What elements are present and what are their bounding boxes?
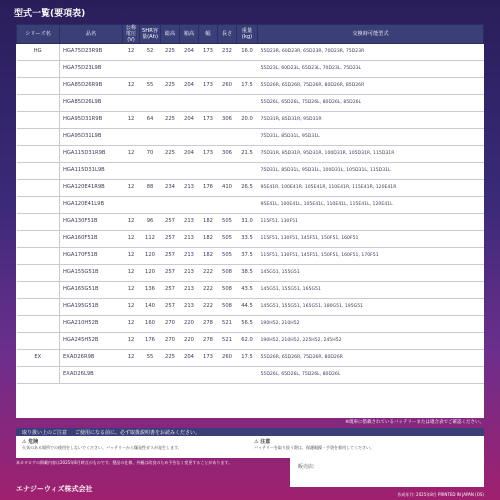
- cell-l: 260: [218, 350, 237, 367]
- cell-v: 12: [123, 214, 140, 231]
- cell-kg: 20.0: [237, 112, 258, 129]
- cell-kg: 37.5: [237, 248, 258, 265]
- cell-v: 12: [123, 44, 140, 61]
- table-row: [17, 146, 484, 163]
- cell-fit: 115F51, 130F51, 145F51, 150F51, 160F51, 170F51: [258, 248, 484, 265]
- cell-fit: 55D26R, 65D26R, 75D26R, 80D26R, 85D26R: [258, 78, 484, 95]
- cell-l: 232: [218, 44, 237, 61]
- cell-kg: 17.5: [237, 78, 258, 95]
- table-row: [17, 265, 484, 282]
- cell-name: HGA170F51B: [60, 248, 123, 265]
- cell-h1: [161, 367, 180, 384]
- cell-name: HGA75D23R9B: [60, 44, 123, 61]
- cell-ah: 55: [140, 78, 161, 95]
- cell-fit: 95E41R, 100E41R, 105E41R, 110E41R, 115E41R, 120E41R: [258, 180, 484, 197]
- cell-fit: 75D31L, 85D31L, 95D31L: [258, 129, 484, 146]
- cell-l: [218, 95, 237, 112]
- cell-w: [199, 129, 218, 146]
- cell-series: [17, 248, 60, 265]
- table-row: [17, 333, 484, 350]
- cell-w: [199, 95, 218, 112]
- cell-series: [17, 214, 60, 231]
- cell-series: [17, 180, 60, 197]
- cell-v: 12: [123, 248, 140, 265]
- cell-fit: 55D26L, 65D26L, 75D26L, 80D26L: [258, 367, 484, 384]
- cell-w: 182: [199, 231, 218, 248]
- header-width: 幅: [199, 25, 218, 44]
- cell-h2: 213: [180, 265, 199, 282]
- cell-kg: [237, 163, 258, 180]
- cell-series: [17, 129, 60, 146]
- table-row: [17, 129, 484, 146]
- cell-v: [123, 95, 140, 112]
- page-title: 型式一覧(要項表): [14, 9, 86, 19]
- cell-fit: 75D31L, 85D31L, 95D31L, 100D31L, 105D31L, 115D31L: [258, 163, 484, 180]
- danger-head: [22, 438, 247, 445]
- cell-name: HGA85D26L9B: [60, 95, 123, 112]
- header-name: 品名: [60, 25, 123, 44]
- header-total-height: 総高: [161, 25, 180, 44]
- cell-h2: 213: [180, 214, 199, 231]
- cell-w: 182: [199, 214, 218, 231]
- cell-kg: [237, 61, 258, 78]
- table-row: [17, 112, 484, 129]
- cell-h2: 213: [180, 282, 199, 299]
- header-series: シリーズ名: [17, 25, 60, 44]
- cell-kg: [237, 129, 258, 146]
- cell-ah: 52: [140, 44, 161, 61]
- table-note: ※現車に搭載されているバッテリーまたは適合表でご確認ください。: [345, 420, 484, 425]
- cell-ah: [140, 95, 161, 112]
- cell-fit: 75D31R, 85D31R, 95D31R, 100D31R, 105D31R, 115D31R: [258, 146, 484, 163]
- cell-h1: 234: [161, 180, 180, 197]
- cell-l: 306: [218, 146, 237, 163]
- cell-h1: 225: [161, 78, 180, 95]
- cell-kg: [237, 95, 258, 112]
- cell-v: 12: [123, 350, 140, 367]
- cell-l: 260: [218, 78, 237, 95]
- cell-kg: 31.0: [237, 214, 258, 231]
- cell-h1: 225: [161, 44, 180, 61]
- cell-name: EXAD26L9B: [60, 367, 123, 384]
- cell-series: [17, 78, 60, 95]
- header-voltage: 公称電圧(V): [123, 25, 140, 44]
- cell-kg: [237, 367, 258, 384]
- cell-h2: 213: [180, 180, 199, 197]
- cell-v: [123, 163, 140, 180]
- cell-h1: 257: [161, 231, 180, 248]
- cell-l: 521: [218, 316, 237, 333]
- cell-h2: [180, 367, 199, 384]
- table-header-row: [17, 25, 484, 44]
- cell-name: HGA115D31R9B: [60, 146, 123, 163]
- cell-name: HGA95D31L9B: [60, 129, 123, 146]
- caution-panel: [16, 428, 484, 458]
- table-row: [17, 44, 484, 61]
- cell-l: 505: [218, 231, 237, 248]
- cell-h2: 220: [180, 333, 199, 350]
- cell-name: HGA85D26R9B: [60, 78, 123, 95]
- cell-l: [218, 61, 237, 78]
- cell-l: 508: [218, 265, 237, 282]
- header-fit: 交換時可能型式: [258, 25, 484, 44]
- cell-h2: 204: [180, 146, 199, 163]
- cell-h2: 213: [180, 231, 199, 248]
- cell-v: [123, 367, 140, 384]
- cell-ah: 136: [140, 282, 161, 299]
- caution-title: 取り扱い上のご注意: [22, 429, 68, 436]
- cell-ah: 64: [140, 112, 161, 129]
- cell-fit: 190H52, 210H52, 225H52, 245H52: [258, 333, 484, 350]
- danger-box: [22, 438, 247, 456]
- cell-series: [17, 316, 60, 333]
- cell-v: 12: [123, 282, 140, 299]
- cell-l: [218, 129, 237, 146]
- table-row: [17, 95, 484, 112]
- danger-text: 火気のある場所での使用をしないでください。バッテリーから爆発性ガスが発生します。: [22, 445, 182, 450]
- cell-name: HGA130F51B: [60, 214, 123, 231]
- cell-l: 505: [218, 214, 237, 231]
- cell-h1: [161, 129, 180, 146]
- cell-ah: [140, 61, 161, 78]
- cell-kg: 21.5: [237, 146, 258, 163]
- cell-l: 505: [218, 248, 237, 265]
- cell-fit: 55D23R, 60D23R, 65D23R, 70D23R, 75D23R: [258, 44, 484, 61]
- table-row: [17, 61, 484, 78]
- spec-table-sheet: [16, 24, 484, 418]
- cell-name: HGA120E41R9B: [60, 180, 123, 197]
- cell-l: 508: [218, 282, 237, 299]
- cell-l: [218, 367, 237, 384]
- cell-w: [199, 367, 218, 384]
- cell-w: 278: [199, 333, 218, 350]
- cell-fit: 145G51, 155G51: [258, 265, 484, 282]
- cell-h1: 270: [161, 333, 180, 350]
- header-capacity: 5HR容量(Ah): [140, 25, 161, 44]
- cell-h1: 257: [161, 282, 180, 299]
- cell-fit: 75D31R, 85D31R, 95D31R: [258, 112, 484, 129]
- header-length: 長さ: [218, 25, 237, 44]
- table-row: [17, 316, 484, 333]
- cell-w: 176: [199, 180, 218, 197]
- cell-series: [17, 265, 60, 282]
- cell-fit: 55D26L, 65D26L, 75D26L, 80D26L, 85D26L: [258, 95, 484, 112]
- cell-h2: 204: [180, 78, 199, 95]
- cell-series: [17, 95, 60, 112]
- cell-series: EX: [17, 350, 60, 367]
- cell-h1: [161, 197, 180, 214]
- cell-fit: 145G51, 155G51, 165G51: [258, 282, 484, 299]
- cell-w: [199, 197, 218, 214]
- cell-fit: 55D23L, 60D23L, 65D23L, 70D23L, 75D23L: [258, 61, 484, 78]
- danger-label: 危険: [28, 439, 39, 445]
- header-weight: 重量(kg): [237, 25, 258, 44]
- printed-info: 作成年月: 2025年8月 PRINTED IN JAPAN (OS): [397, 492, 484, 497]
- cell-v: 12: [123, 265, 140, 282]
- table-row: [17, 180, 484, 197]
- caution-triangle-icon: ⚠: [254, 439, 259, 445]
- cell-series: [17, 112, 60, 129]
- cell-series: HG: [17, 44, 60, 61]
- cell-name: HGA75D23L9B: [60, 61, 123, 78]
- cell-w: 222: [199, 282, 218, 299]
- table-row: [17, 78, 484, 95]
- cell-h2: 213: [180, 299, 199, 316]
- cell-w: 222: [199, 299, 218, 316]
- cell-series: [17, 197, 60, 214]
- cell-h1: 257: [161, 265, 180, 282]
- cell-h1: 257: [161, 214, 180, 231]
- table-row: [17, 282, 484, 299]
- cell-l: 508: [218, 299, 237, 316]
- cell-kg: 38.5: [237, 265, 258, 282]
- cell-v: 12: [123, 78, 140, 95]
- cell-series: [17, 367, 60, 384]
- cell-l: 410: [218, 180, 237, 197]
- cell-name: HGA120E41L9B: [60, 197, 123, 214]
- cell-ah: [140, 197, 161, 214]
- cell-fit: 95E41L, 100E41L, 105E41L, 110E41L, 115E41L, 120E41L: [258, 197, 484, 214]
- cell-h2: 204: [180, 44, 199, 61]
- cell-series: [17, 299, 60, 316]
- spec-table: [16, 24, 484, 384]
- cell-ah: [140, 163, 161, 180]
- cell-ah: 176: [140, 333, 161, 350]
- cell-h1: [161, 95, 180, 112]
- cell-ah: 96: [140, 214, 161, 231]
- dealer-box: [290, 457, 484, 487]
- cell-l: 306: [218, 112, 237, 129]
- cell-series: [17, 333, 60, 350]
- cell-ah: 112: [140, 231, 161, 248]
- cell-name: HGA95D31R9B: [60, 112, 123, 129]
- cell-name: HGA115D31L9B: [60, 163, 123, 180]
- cell-l: [218, 163, 237, 180]
- table-row: [17, 299, 484, 316]
- cell-name: HGA195G51B: [60, 299, 123, 316]
- cell-v: 12: [123, 333, 140, 350]
- cell-ah: [140, 367, 161, 384]
- table-row: [17, 248, 484, 265]
- cell-h2: [180, 61, 199, 78]
- warning-head: [254, 438, 479, 445]
- cell-v: 12: [123, 316, 140, 333]
- table-row: [17, 367, 484, 384]
- cell-ah: 55: [140, 350, 161, 367]
- dealer-label: 販売店:: [298, 464, 315, 470]
- warning-text: バッテリーを取り扱う際は、保護眼鏡・手袋を着用してください。: [254, 445, 374, 450]
- cell-h1: 225: [161, 112, 180, 129]
- cell-w: 182: [199, 248, 218, 265]
- cell-h1: 270: [161, 316, 180, 333]
- warning-label: 注意: [260, 439, 271, 445]
- cell-v: 12: [123, 112, 140, 129]
- cell-ah: 88: [140, 180, 161, 197]
- cell-name: HGA210H52B: [60, 316, 123, 333]
- cell-w: 173: [199, 146, 218, 163]
- cell-h2: 204: [180, 112, 199, 129]
- cell-kg: 17.5: [237, 350, 258, 367]
- cell-ah: 70: [140, 146, 161, 163]
- cell-v: 12: [123, 180, 140, 197]
- cell-h1: [161, 61, 180, 78]
- cell-v: 12: [123, 299, 140, 316]
- cell-v: 12: [123, 146, 140, 163]
- cell-v: 12: [123, 231, 140, 248]
- cell-series: [17, 146, 60, 163]
- cell-kg: 26.5: [237, 180, 258, 197]
- cell-w: [199, 163, 218, 180]
- company-name: エナジーウィズ株式会社: [16, 485, 93, 493]
- cell-ah: 140: [140, 299, 161, 316]
- cell-name: HGA245H52B: [60, 333, 123, 350]
- cell-kg: 33.5: [237, 231, 258, 248]
- footnote: 本カタログの掲載内容は2025年8月時点のものです。製品の仕様、外観は改良のため予告なく変更することがあります。: [16, 460, 233, 465]
- warning-triangle-icon: ⚠: [22, 439, 27, 445]
- cell-h1: 257: [161, 248, 180, 265]
- cell-h2: 220: [180, 316, 199, 333]
- cell-w: 222: [199, 265, 218, 282]
- cell-h2: [180, 163, 199, 180]
- cell-h1: 225: [161, 146, 180, 163]
- cell-v: [123, 61, 140, 78]
- cell-name: HGA155G51B: [60, 265, 123, 282]
- cell-h1: [161, 163, 180, 180]
- warning-box: [254, 438, 479, 456]
- cell-w: 173: [199, 78, 218, 95]
- cell-series: [17, 231, 60, 248]
- cell-fit: 190H52, 210H52: [258, 316, 484, 333]
- cell-kg: 44.5: [237, 299, 258, 316]
- cell-fit: 115F51, 130F51: [258, 214, 484, 231]
- cell-ah: [140, 129, 161, 146]
- cell-ah: 120: [140, 265, 161, 282]
- cell-kg: 62.0: [237, 333, 258, 350]
- table-row: [17, 197, 484, 214]
- cell-fit: 55D26R, 65D26R, 75D26R, 80D26R: [258, 350, 484, 367]
- cell-h1: 225: [161, 350, 180, 367]
- cell-kg: 56.5: [237, 316, 258, 333]
- table-row: [17, 231, 484, 248]
- table-row: [17, 214, 484, 231]
- cell-v: [123, 197, 140, 214]
- cell-ah: 160: [140, 316, 161, 333]
- caution-subtitle: ご使用になる前に、必ず取扱説明書をお読みください。: [75, 429, 201, 436]
- cell-fit: 145G51, 155G51, 165G51, 180G51, 195G51: [258, 299, 484, 316]
- cell-h2: [180, 197, 199, 214]
- cell-kg: 16.0: [237, 44, 258, 61]
- cell-l: 521: [218, 333, 237, 350]
- cell-h2: 213: [180, 248, 199, 265]
- cell-w: 173: [199, 112, 218, 129]
- cell-ah: 120: [140, 248, 161, 265]
- cell-series: [17, 282, 60, 299]
- cell-kg: [237, 197, 258, 214]
- caution-bar: [16, 428, 484, 436]
- cell-name: EXAD26R9B: [60, 350, 123, 367]
- cell-v: [123, 129, 140, 146]
- cell-h2: [180, 129, 199, 146]
- table-row: [17, 350, 484, 367]
- header-box-height: 箱高: [180, 25, 199, 44]
- cell-kg: 43.5: [237, 282, 258, 299]
- table-row: [17, 163, 484, 180]
- cell-w: 278: [199, 316, 218, 333]
- cell-series: [17, 163, 60, 180]
- cell-w: 173: [199, 44, 218, 61]
- cell-l: [218, 197, 237, 214]
- cell-name: HGA160F51B: [60, 231, 123, 248]
- cell-series: [17, 61, 60, 78]
- cell-w: [199, 61, 218, 78]
- cell-fit: 115F51, 130F51, 145F51, 150F51, 160F51: [258, 231, 484, 248]
- cell-h2: 204: [180, 350, 199, 367]
- cell-h2: [180, 95, 199, 112]
- cell-name: HGA165G51B: [60, 282, 123, 299]
- cell-w: 173: [199, 350, 218, 367]
- cell-h1: 257: [161, 299, 180, 316]
